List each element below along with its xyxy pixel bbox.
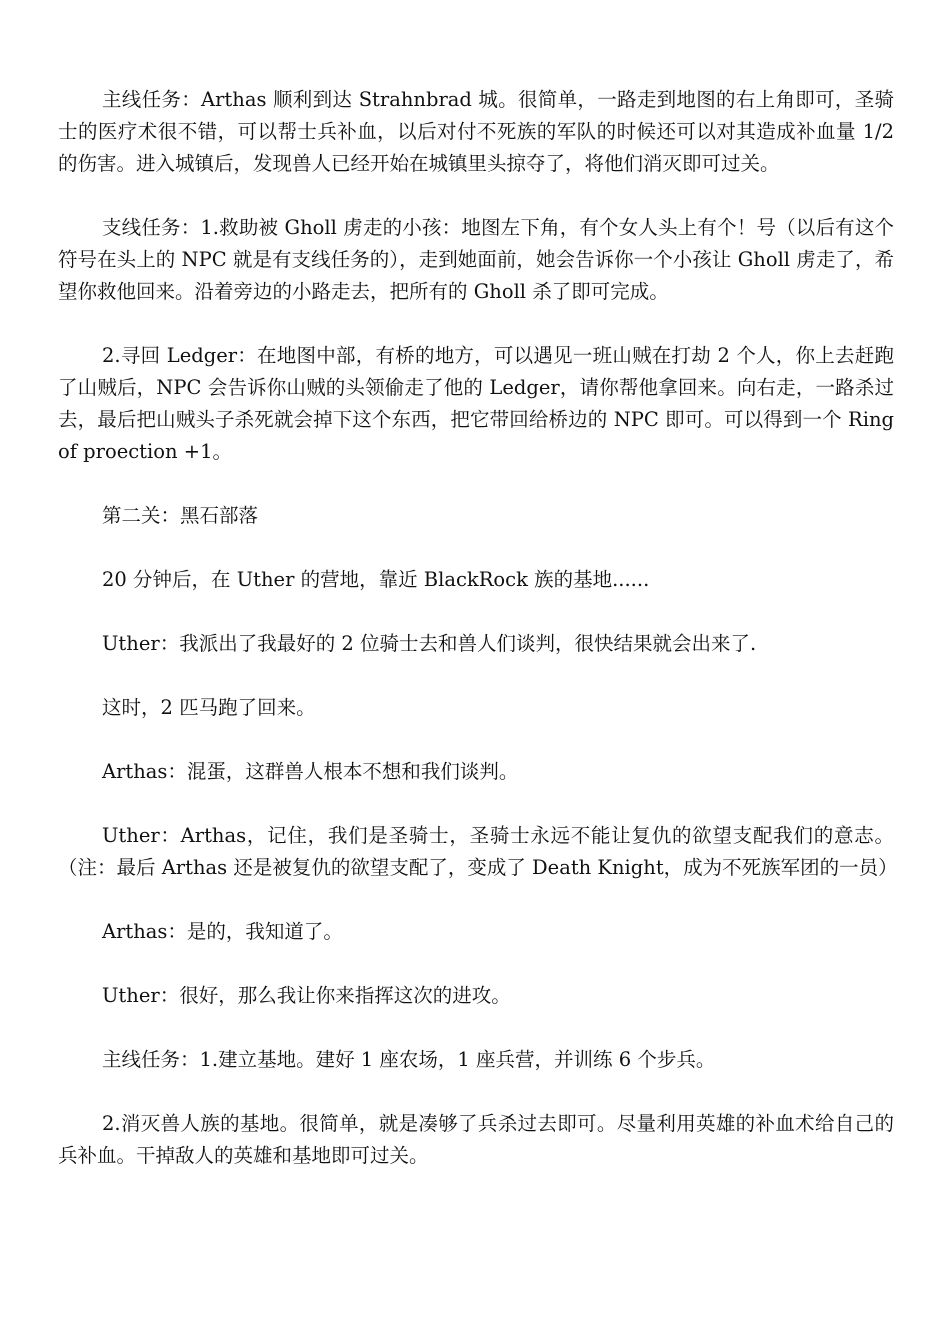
dialogue-line: Uther：Arthas，记住，我们是圣骑士，圣骑士永远不能让复仇的欲望支配我们的意志。（注：最后 Arthas 还是被复仇的欲望支配了，变成了 Death Knight，成为不死族军团的一员）	[58, 824, 898, 879]
document-page	[58, 84, 898, 1172]
dialogue-line: Arthas：是的，我知道了。	[102, 920, 343, 943]
paragraph-scene-intro: 20 分钟后，在 Uther 的营地，靠近 BlackRock 族的基地......	[102, 568, 650, 591]
narration-line: 这时，2 匹马跑了回来。	[102, 696, 316, 719]
paragraph-main-quest-2: 主线任务：1.建立基地。建好 1 座农场，1 座兵营，并训练 6 个步兵。	[102, 1048, 716, 1071]
paragraph-main-quest-3: 2.消灭兽人族的基地。很简单，就是凑够了兵杀过去即可。尽量利用英雄的补血术给自己的兵补血。干掉敌人的英雄和基地即可过关。	[58, 1112, 894, 1167]
dialogue-line: Arthas：混蛋，这群兽人根本不想和我们谈判。	[102, 760, 519, 783]
paragraph-side-quest-1: 支线任务：1.救助被 Gholl 虏走的小孩：地图左下角，有个女人头上有个！号（以后有这个符号在头上的 NPC 就是有支线任务的），走到她面前，她会告诉你一个小孩让 Gholl 虏走了，希望你救他回来。沿着旁边的小路走去，把所有的 Gholl 杀了即可完成。	[58, 216, 894, 303]
paragraph-side-quest-2: 2.寻回 Ledger：在地图中部，有桥的地方，可以遇见一班山贼在打劫 2 个人，你上去赶跑了山贼后，NPC 会告诉你山贼的头领偷走了他的 Ledger，请你帮他拿回来。向右走，一路杀过去，最后把山贼头子杀死就会掉下这个东西，把它带回给桥边的 NPC 即可。可以得到一个 Ring of proection +1。	[58, 344, 894, 463]
dialogue-line: Uther：我派出了我最好的 2 位骑士去和兽人们谈判，很快结果就会出来了.	[102, 632, 757, 655]
paragraph-main-quest-1: 主线任务：Arthas 顺利到达 Strahnbrad 城。很简单，一路走到地图的右上角即可，圣骑士的医疗术很不错，可以帮士兵补血，以后对付不死族的军队的时候还可以对其造成补血量 1/2 的伤害。进入城镇后，发现兽人已经开始在城镇里头掠夺了，将他们消灭即可过关。	[58, 88, 894, 175]
chapter-heading: 第二关：黑石部落	[102, 504, 259, 527]
dialogue-line: Uther：很好，那么我让你来指挥这次的进攻。	[102, 984, 511, 1007]
